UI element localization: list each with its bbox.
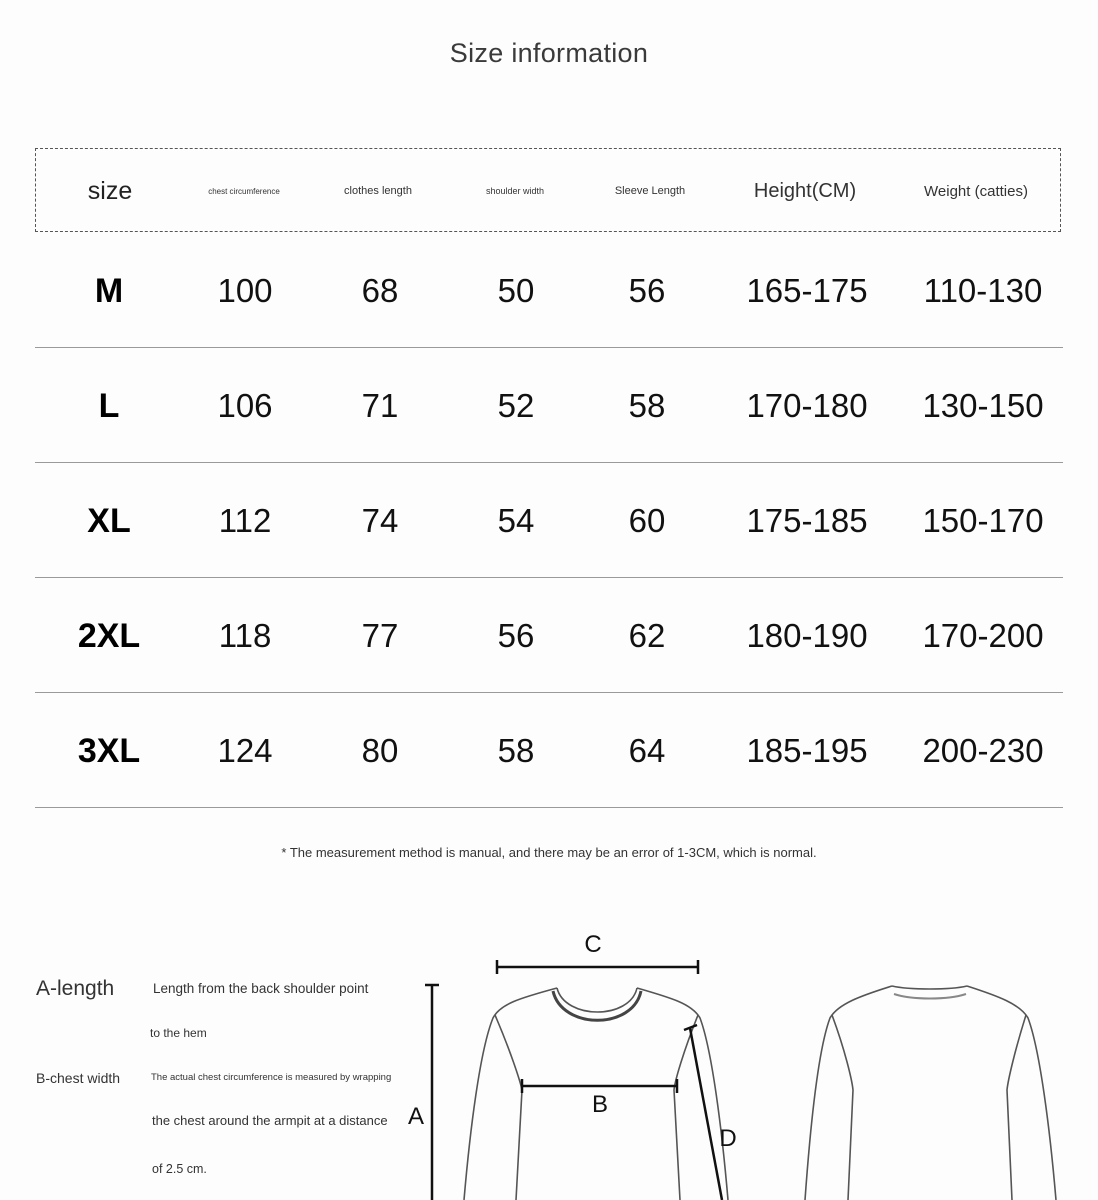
shoulder-dimension-c [497, 931, 698, 974]
chest-cell: 124 [217, 732, 273, 769]
height-cell: 180-190 [746, 617, 868, 654]
length-dimension-a [408, 985, 439, 1200]
table-row [35, 694, 1063, 808]
weight-cell: 150-170 [922, 502, 1044, 539]
header-shoulder-width: shoulder width [485, 186, 545, 196]
a-length-label: A-length [36, 977, 115, 1000]
label-b: B [591, 1091, 609, 1118]
header-sleeve-length: Sleeve Length [614, 185, 686, 197]
weight-cell: 200-230 [922, 732, 1044, 769]
chest-cell: 100 [217, 272, 273, 309]
label-d: D [719, 1125, 737, 1152]
chest-cell: 112 [218, 502, 272, 539]
sleeve-cell: 64 [628, 732, 666, 769]
chest-cell: 118 [218, 617, 272, 654]
size-table-header [35, 148, 1061, 232]
weight-cell: 130-150 [922, 387, 1044, 424]
label-c: C [584, 931, 602, 958]
b-chest-description-line2: the chest around the armpit at a distance [152, 1113, 388, 1128]
sleeve-cell: 58 [628, 387, 666, 424]
header-size: size [87, 176, 133, 205]
table-row [35, 349, 1063, 463]
shoulder-cell: 56 [497, 617, 535, 654]
height-cell: 185-195 [746, 732, 868, 769]
length-cell: 68 [361, 272, 399, 309]
length-cell: 74 [361, 502, 399, 539]
weight-cell: 110-130 [923, 272, 1043, 309]
size-cell: XL [87, 501, 131, 540]
size-cell: 2XL [77, 616, 141, 655]
size-cell: 3XL [77, 731, 141, 770]
header-weight: Weight (catties) [924, 182, 1028, 200]
height-cell: 175-185 [746, 502, 868, 539]
a-length-description-line1: Length from the back shoulder point [153, 981, 369, 996]
size-cell: M [94, 271, 124, 310]
shoulder-cell: 52 [497, 387, 535, 424]
height-cell: 170-180 [746, 387, 868, 424]
garment-measurement-diagram [0, 900, 1098, 1200]
chest-cell: 106 [217, 387, 273, 424]
table-row [35, 464, 1063, 578]
sleeve-cell: 56 [628, 272, 666, 309]
page-title: Size information [449, 38, 649, 68]
header-chest-circumference: chest circumference [208, 186, 280, 196]
header-clothes-length: clothes length [344, 185, 412, 197]
height-cell: 165-175 [746, 272, 868, 309]
header-height: Height(CM) [753, 179, 857, 202]
length-cell: 80 [361, 732, 399, 769]
back-garment-outline [805, 986, 1056, 1200]
measurement-note: * The measurement method is manual, and there may be an error of 1-3CM, which is normal. [281, 845, 817, 860]
sleeve-cell: 60 [628, 502, 666, 539]
size-cell: L [98, 386, 120, 425]
b-chest-description-line3: of 2.5 cm. [152, 1162, 207, 1176]
table-row [35, 234, 1063, 348]
label-a: A [407, 1103, 425, 1130]
table-row [35, 579, 1063, 693]
shoulder-cell: 54 [497, 502, 535, 539]
b-chest-description-line1: The actual chest circumference is measured by wrapping [151, 1072, 392, 1083]
length-cell: 77 [361, 617, 399, 654]
shoulder-cell: 58 [497, 732, 535, 769]
b-chest-width-label: B-chest width [36, 1070, 121, 1086]
shoulder-cell: 50 [497, 272, 535, 309]
a-length-description-line2: to the hem [150, 1026, 207, 1040]
sleeve-dimension-d [684, 1025, 737, 1200]
sleeve-cell: 62 [628, 617, 666, 654]
length-cell: 71 [361, 387, 399, 424]
weight-cell: 170-200 [922, 617, 1044, 654]
chest-dimension-b [522, 1079, 677, 1118]
